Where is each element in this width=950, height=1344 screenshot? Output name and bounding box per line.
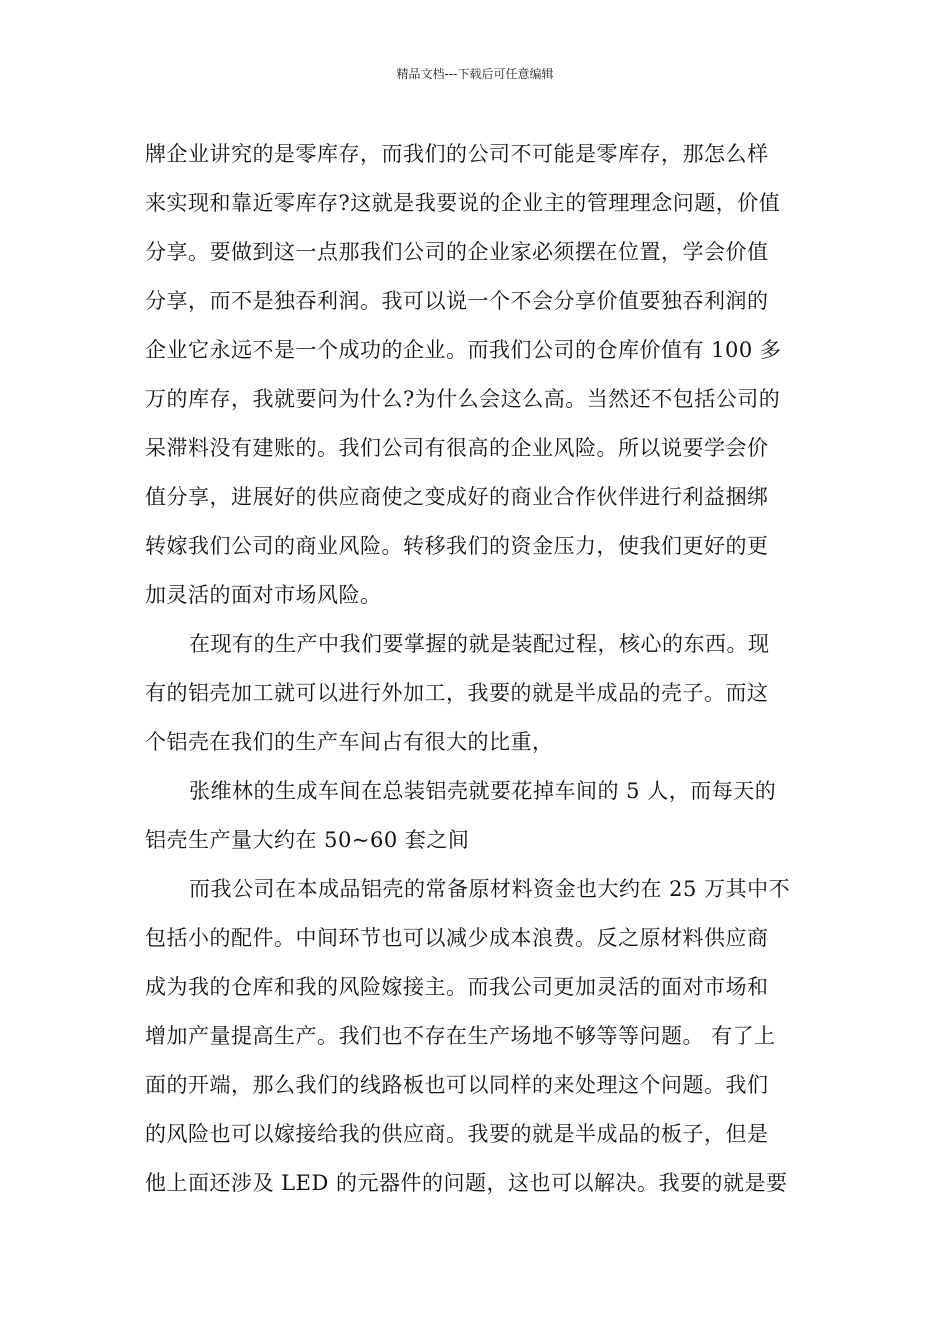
- text-line: 值分享，进展好的供应商使之变成好的商业合作伙伴进行利益捆绑: [145, 485, 769, 509]
- text-line: 的风险也可以嫁接给我的供应商。我要的就是半成品的板子，但是: [145, 1122, 769, 1146]
- text-line: 企业它永远不是一个成功的企业。而我们公司的仓库价值有 100 多: [145, 338, 782, 362]
- paragraph: [145, 620, 809, 767]
- text-line: 来实现和靠近零库存?这就是我要说的企业主的管理理念问题，价值: [145, 191, 781, 215]
- text-line: 牌企业讲究的是零库存，而我们的公司不可能是零库存，那怎么样: [145, 142, 769, 166]
- text-line: 增加产量提高生产。我们也不存在生产场地不够等等问题。 有了上: [145, 1024, 776, 1048]
- text-line: 张维林的生成车间在总装铝壳就要花掉车间的 5 人，而每天的: [189, 779, 777, 803]
- text-line: 而我公司在本成品铝壳的常备原材料资金也大约在 25 万其中不: [189, 877, 791, 901]
- text-line: 铝壳生产量大约在 50~60 套之间: [145, 828, 470, 852]
- paragraph: [145, 767, 809, 865]
- document-body: [145, 130, 809, 1208]
- text-line: 他上面还涉及 LED 的元器件的问题，这也可以解决。我要的就是要: [145, 1171, 788, 1195]
- text-line: 有的铝壳加工就可以进行外加工，我要的就是半成品的壳子。而这: [145, 681, 769, 705]
- paragraph: [145, 130, 809, 620]
- text-line: 呆滞料没有建账的。我们公司有很高的企业风险。所以说要学会价: [145, 436, 769, 460]
- text-line: 分享。要做到这一点那我们公司的企业家必须摆在位置，学会价值: [145, 240, 769, 264]
- text-line: 分享，而不是独吞利润。我可以说一个不会分享价值要独吞利润的: [145, 289, 769, 313]
- text-line: 包括小的配件。中间环节也可以减少成本浪费。反之原材料供应商: [145, 926, 769, 950]
- text-line: 转嫁我们公司的商业风险。转移我们的资金压力，使我们更好的更: [145, 534, 769, 558]
- paragraph: [145, 865, 809, 1208]
- page-header: 精品文档---下载后可任意编辑: [396, 67, 554, 81]
- text-line: 加灵活的面对市场风险。: [145, 583, 382, 607]
- text-line: 个铝壳在我们的生产车间占有很大的比重，: [145, 730, 554, 754]
- text-line: 在现有的生产中我们要掌握的就是装配过程，核心的东西。现: [189, 632, 770, 656]
- text-line: 成为我的仓库和我的风险嫁接主。而我公司更加灵活的面对市场和: [145, 975, 769, 999]
- text-line: 面的开端，那么我们的线路板也可以同样的来处理这个问题。我们: [145, 1073, 769, 1097]
- text-line: 万的库存，我就要问为什么?为什么会这么高。当然还不包括公司的: [145, 387, 781, 411]
